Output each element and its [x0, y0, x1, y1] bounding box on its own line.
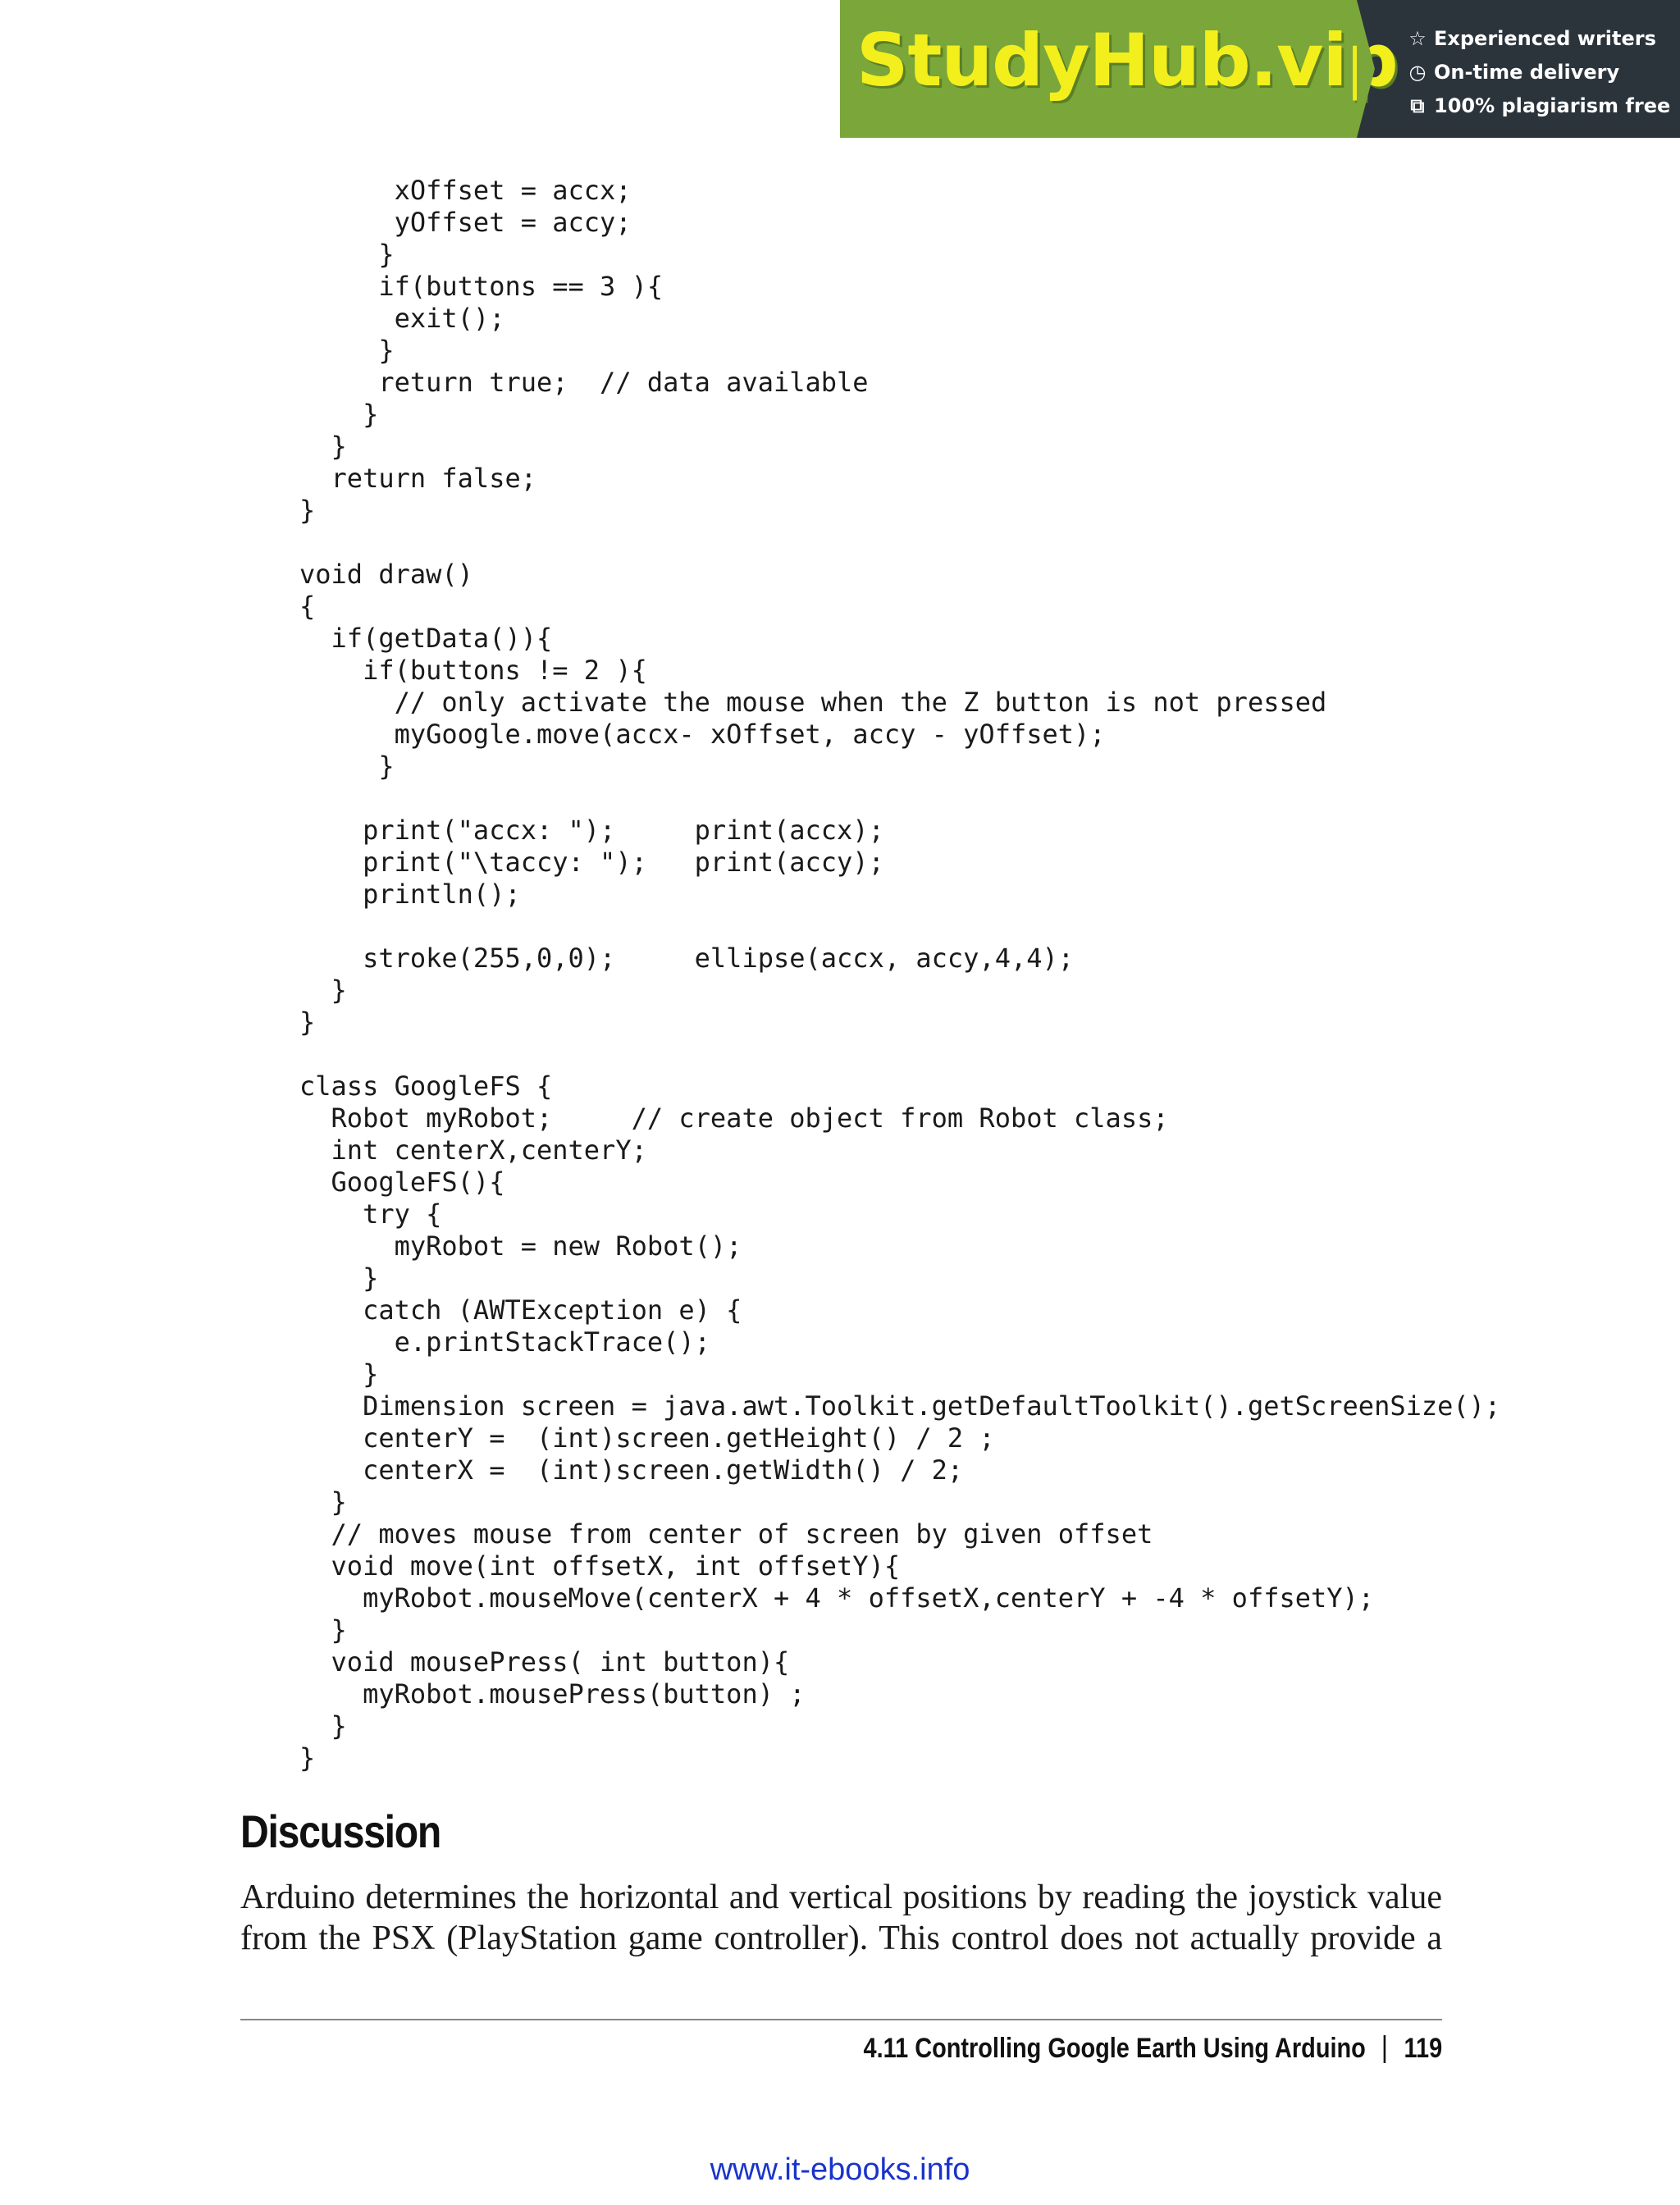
copy-icon: ⧉	[1410, 94, 1425, 117]
code-line: }	[299, 239, 395, 270]
code-line: GoogleFS(){	[299, 1166, 505, 1198]
code-line: Dimension screen = java.awt.Toolkit.getDefaultToolkit().getScreenSize();	[299, 1390, 1501, 1422]
code-line: print("accx: "); print(accx);	[299, 815, 884, 846]
code-line: }	[299, 1007, 316, 1038]
code-line: if(buttons == 3 ){	[299, 271, 664, 302]
code-line: xOffset = accx;	[299, 175, 632, 206]
code-line: if(getData()){	[299, 623, 553, 654]
code-line: catch (AWTException e) {	[299, 1294, 742, 1326]
code-line: myRobot.mouseMove(centerX + 4 * offsetX,centerY + -4 * offsetY);	[299, 1582, 1375, 1614]
code-line: }	[299, 1486, 347, 1518]
code-line: }	[299, 1742, 316, 1774]
code-line: try {	[299, 1198, 442, 1230]
code-line: }	[299, 751, 395, 782]
running-footer-title: 4.11 Controlling Google Earth Using Arduino	[863, 2033, 1366, 2064]
code-line: println();	[299, 879, 521, 910]
code-line: Robot myRobot; // create object from Robot class;	[299, 1102, 1169, 1134]
code-line: }	[299, 1710, 347, 1742]
code-line: int centerX,centerY;	[299, 1134, 647, 1166]
code-line: centerX = (int)screen.getWidth() / 2;	[299, 1454, 964, 1486]
code-line: // only activate the mouse when the Z button is not pressed	[299, 687, 1327, 718]
page-footer	[863, 2033, 1442, 2065]
code-line: stroke(255,0,0); ellipse(accx, accy,4,4);	[299, 943, 1075, 974]
code-line: void move(int offsetX, int offsetY){	[299, 1550, 901, 1582]
feature-text: Experienced writers	[1434, 26, 1656, 50]
code-line: // moves mouse from center of screen by given offset	[299, 1518, 1153, 1550]
star-outline-icon: ☆	[1408, 26, 1427, 50]
code-line: void draw()	[299, 559, 473, 590]
code-line: myGoogle.move(accx- xOffset, accy - yOffset);	[299, 719, 1106, 750]
code-line: }	[299, 975, 347, 1006]
code-line: class GoogleFS {	[299, 1071, 553, 1102]
code-line: }	[299, 1262, 379, 1294]
footer-separator	[1384, 2035, 1386, 2063]
code-line: if(buttons != 2 ){	[299, 655, 647, 686]
feature-text: On-time delivery	[1434, 60, 1620, 84]
code-listing	[299, 175, 1500, 1774]
code-line: {	[299, 591, 316, 622]
feature-text: 100% plagiarism free	[1434, 94, 1671, 117]
code-line: }	[299, 399, 379, 430]
source-url[interactable]: www.it-ebooks.info	[710, 2152, 970, 2187]
feature-item	[1406, 21, 1680, 55]
brand-panel	[840, 0, 1398, 138]
code-line: void mousePress( int button){	[299, 1646, 790, 1678]
page-number: 119	[1404, 2033, 1442, 2064]
code-line: myRobot = new Robot();	[299, 1230, 742, 1262]
ad-banner[interactable]	[840, 0, 1680, 138]
feature-item	[1406, 89, 1680, 122]
section-heading: Discussion	[240, 1806, 441, 1857]
code-line: }	[299, 495, 316, 526]
code-line: }	[299, 1614, 347, 1646]
code-line: return false;	[299, 463, 536, 494]
code-line: exit();	[299, 303, 505, 334]
code-line: yOffset = accy;	[299, 207, 632, 238]
code-line: print("\taccy: "); print(accy);	[299, 847, 884, 878]
clock-icon: ◷	[1408, 60, 1427, 84]
code-line: centerY = (int)screen.getHeight() / 2 ;	[299, 1422, 995, 1454]
code-line: }	[299, 1358, 379, 1390]
feature-item	[1406, 55, 1680, 89]
brand-logo: StudyHub.vip	[856, 18, 1398, 103]
code-line: e.printStackTrace();	[299, 1326, 710, 1358]
footer-divider	[240, 2019, 1442, 2020]
body-paragraph: Arduino determines the horizontal and vertical positions by reading the joystick value from the PSX (PlayStation game controller). This control does not actually provide a	[240, 1879, 1442, 1957]
code-line: return true; // data available	[299, 367, 869, 398]
code-line: myRobot.mousePress(button) ;	[299, 1678, 806, 1710]
feature-list	[1357, 0, 1680, 138]
code-line: }	[299, 335, 395, 366]
code-line: }	[299, 431, 347, 462]
